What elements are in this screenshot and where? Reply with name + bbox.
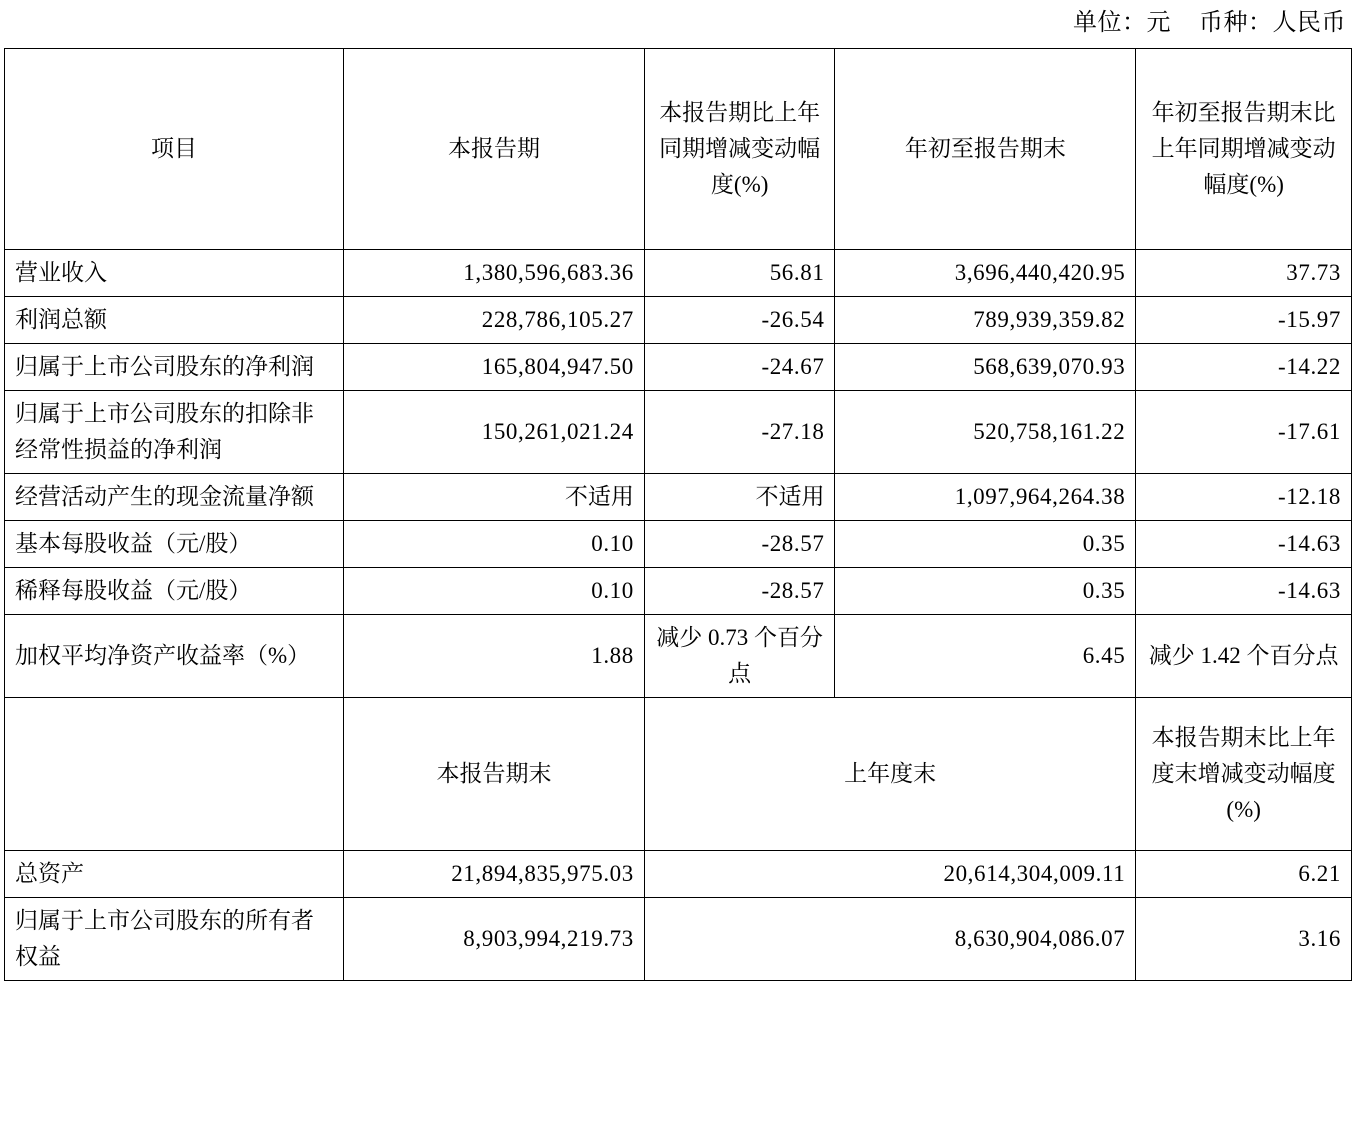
row-item: 利润总额	[5, 297, 344, 344]
row-current: 0.10	[344, 568, 645, 615]
row-current-change: -26.54	[644, 297, 835, 344]
row-ytd-change: 37.73	[1136, 250, 1352, 297]
row-ytd: 568,639,070.93	[835, 344, 1136, 391]
row-item: 总资产	[5, 851, 344, 898]
row-current: 228,786,105.27	[344, 297, 645, 344]
header-current-period: 本报告期	[344, 49, 645, 250]
row-ytd-change: -15.97	[1136, 297, 1352, 344]
header-ytd-change: 年初至报告期末比上年同期增减变动幅度(%)	[1136, 49, 1352, 250]
table-row	[5, 568, 1352, 615]
section2-header-period-end: 本报告期末	[344, 698, 645, 851]
unit-note	[0, 0, 1358, 48]
row-ytd-change: -14.22	[1136, 344, 1352, 391]
row-ytd: 789,939,359.82	[835, 297, 1136, 344]
row-item: 营业收入	[5, 250, 344, 297]
table-header-row	[5, 49, 1352, 250]
section2-header-last-year-end: 上年度末	[644, 698, 1135, 851]
row-current-change: -28.57	[644, 568, 835, 615]
row-last-year-end: 20,614,304,009.11	[644, 851, 1135, 898]
table-row	[5, 344, 1352, 391]
header-item: 项目	[5, 49, 344, 250]
section2-header-row	[5, 698, 1352, 851]
table-row	[5, 474, 1352, 521]
row-item: 归属于上市公司股东的扣除非经常性损益的净利润	[5, 391, 344, 474]
row-item: 基本每股收益（元/股）	[5, 521, 344, 568]
table-row	[5, 391, 1352, 474]
row-ytd-change: -17.61	[1136, 391, 1352, 474]
row-ytd: 1,097,964,264.38	[835, 474, 1136, 521]
row-item: 归属于上市公司股东的所有者权益	[5, 898, 344, 981]
section2-header-change: 本报告期末比上年度末增减变动幅度(%)	[1136, 698, 1352, 851]
table-row	[5, 521, 1352, 568]
row-last-year-end: 8,630,904,086.07	[644, 898, 1135, 981]
row-item: 归属于上市公司股东的净利润	[5, 344, 344, 391]
row-current-change: 减少 0.73 个百分点	[644, 615, 835, 698]
table-row	[5, 297, 1352, 344]
financial-summary-table	[4, 48, 1352, 981]
header-current-change: 本报告期比上年同期增减变动幅度(%)	[644, 49, 835, 250]
table-row	[5, 250, 1352, 297]
row-item: 稀释每股收益（元/股）	[5, 568, 344, 615]
row-ytd: 520,758,161.22	[835, 391, 1136, 474]
table-row	[5, 851, 1352, 898]
row-ytd-change: -12.18	[1136, 474, 1352, 521]
row-period-end: 8,903,994,219.73	[344, 898, 645, 981]
row-current: 150,261,021.24	[344, 391, 645, 474]
row-item: 加权平均净资产收益率（%）	[5, 615, 344, 698]
row-ytd-change: -14.63	[1136, 568, 1352, 615]
row-change: 6.21	[1136, 851, 1352, 898]
row-period-end: 21,894,835,975.03	[344, 851, 645, 898]
row-current: 0.10	[344, 521, 645, 568]
row-current-change: 不适用	[644, 474, 835, 521]
row-ytd: 6.45	[835, 615, 1136, 698]
row-ytd-change: -14.63	[1136, 521, 1352, 568]
row-ytd: 0.35	[835, 521, 1136, 568]
row-current: 1.88	[344, 615, 645, 698]
row-item: 经营活动产生的现金流量净额	[5, 474, 344, 521]
currency-label: 币种：人民币	[1199, 10, 1346, 36]
row-ytd-change: 减少 1.42 个百分点	[1136, 615, 1352, 698]
row-current: 165,804,947.50	[344, 344, 645, 391]
row-current: 1,380,596,683.36	[344, 250, 645, 297]
row-current-change: 56.81	[644, 250, 835, 297]
row-current: 不适用	[344, 474, 645, 521]
row-ytd: 0.35	[835, 568, 1136, 615]
table-row	[5, 615, 1352, 698]
unit-label: 单位：元	[1073, 10, 1171, 36]
header-ytd: 年初至报告期末	[835, 49, 1136, 250]
table-row	[5, 898, 1352, 981]
section2-header-blank	[5, 698, 344, 851]
row-ytd: 3,696,440,420.95	[835, 250, 1136, 297]
row-current-change: -28.57	[644, 521, 835, 568]
row-current-change: -27.18	[644, 391, 835, 474]
row-change: 3.16	[1136, 898, 1352, 981]
row-current-change: -24.67	[644, 344, 835, 391]
